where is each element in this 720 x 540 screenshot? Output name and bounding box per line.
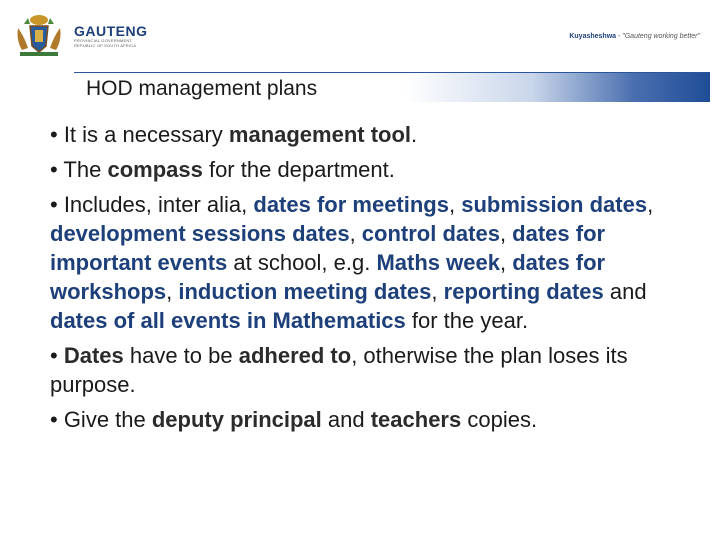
text: copies. (461, 407, 538, 432)
text: • Give the (50, 407, 152, 432)
text: • The (50, 157, 108, 182)
text: , (431, 279, 444, 304)
text: , (349, 221, 362, 246)
coat-of-arms-icon (10, 12, 68, 58)
slide-title: HOD management plans (86, 77, 318, 100)
bullet-2 (50, 155, 700, 184)
keyword: control dates (361, 221, 500, 246)
bullet-4 (50, 341, 700, 399)
bullet-list (50, 120, 700, 440)
keyword: dates for workshops (50, 250, 606, 304)
text: for the year. (405, 308, 529, 333)
keyword: induction meeting dates (178, 279, 432, 304)
text: and (603, 279, 647, 304)
brand-name: GAUTENG (74, 23, 148, 39)
slogan-bold: Kuyasheshwa (569, 33, 617, 40)
text: • Includes, inter alia, (50, 192, 254, 217)
bullet-5 (50, 405, 700, 434)
text: , otherwise the plan loses its purpose. (50, 343, 628, 397)
text: • (50, 343, 64, 368)
brand-logo (74, 24, 148, 48)
keyword: deputy principal (151, 407, 322, 432)
text: have to be (123, 343, 239, 368)
keyword: reporting dates (443, 279, 604, 304)
keyword: development sessions dates (50, 221, 350, 246)
keyword: compass (107, 157, 203, 182)
keyword: submission dates (461, 192, 648, 217)
title-bar (74, 72, 710, 102)
keyword: Maths week (376, 250, 500, 275)
keyword: dates for important events (50, 221, 606, 275)
keyword: Dates (63, 343, 124, 368)
text: • It is a necessary (50, 122, 229, 147)
text: , (499, 250, 513, 275)
text: and (321, 407, 371, 432)
text: , (647, 192, 654, 217)
keyword: dates for meetings (253, 192, 449, 217)
bullet-3 (50, 190, 700, 335)
slogan-rest: - "Gauteng working better" (616, 33, 700, 40)
text: for the department. (202, 157, 395, 182)
header (0, 0, 720, 70)
text: , (166, 279, 179, 304)
keyword: dates of all events in Mathematics (50, 308, 406, 333)
brand-subline-1: PROVINCIAL GOVERNMENT (74, 38, 133, 43)
text: , (499, 221, 513, 246)
text: at school, e.g. (227, 250, 377, 275)
text: . (411, 122, 418, 147)
slogan (569, 33, 700, 40)
keyword: adhered to (238, 343, 352, 368)
keyword: teachers (370, 407, 462, 432)
keyword: management tool (228, 122, 412, 147)
bullet-1 (50, 120, 700, 149)
text: , (448, 192, 462, 217)
brand-subline-2: REPUBLIC OF SOUTH AFRICA (74, 43, 137, 48)
